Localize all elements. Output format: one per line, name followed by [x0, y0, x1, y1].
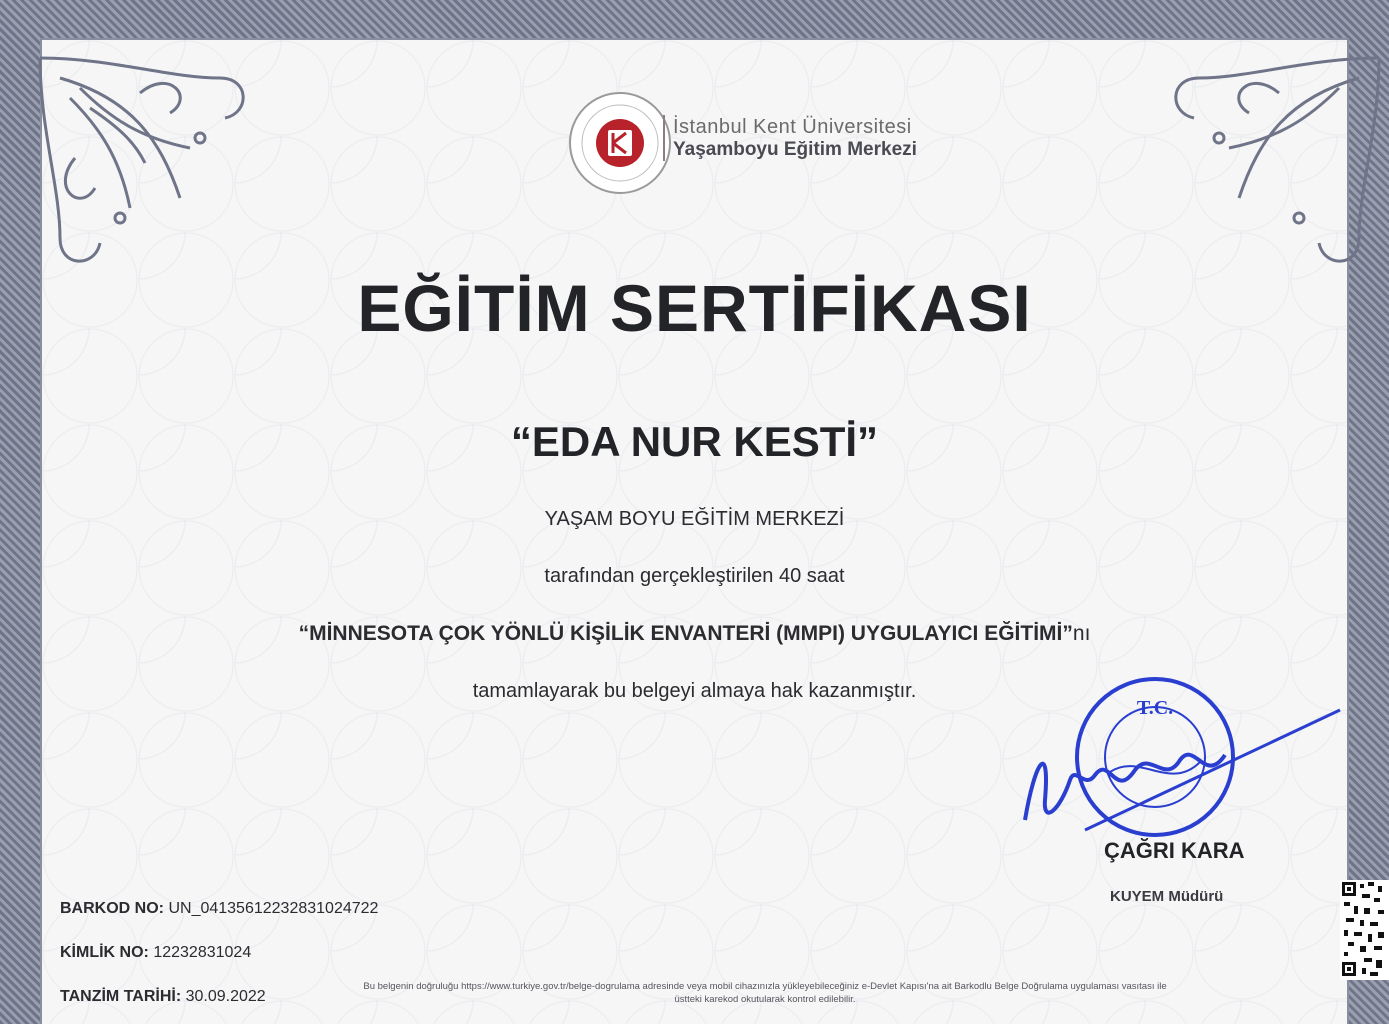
barcode-value: UN_04135612232831024722 [168, 900, 379, 917]
signatory-title: KUYEM Müdürü [1110, 888, 1224, 905]
id-row [60, 944, 251, 962]
completion-statement: tamamlayarak bu belgeyi almaya hak kazanmıştır. [472, 680, 917, 702]
training-hours: tarafından gerçekleştirilen 40 saat [544, 565, 845, 587]
course-name: “MİNNESOTA ÇOK YÖNLÜ KİŞİLİK ENVANTERİ (MMPI) UYGULAYICI EĞİTİMİ” [298, 622, 1073, 645]
recipient-name: “EDA NUR KESTİ” [510, 418, 879, 465]
verification-note: Bu belgenin doğruluğu https://www.turkiye.gov.tr/belge-dogrulama adresinde veya mobil cihazınızla yükleyebileceğiniz e-Devlet Kapısı'na ait Barkodlu Belge Doğrulama uygulaması vasıtası ile üstteki karekod okutularak kontrol edilebilir. [363, 981, 1167, 1005]
barcode-row [60, 900, 378, 918]
date-row [60, 988, 266, 1006]
corner-ornament-right [1169, 38, 1389, 278]
date-value: 30.09.2022 [185, 988, 266, 1005]
signatory-name: ÇAĞRI KARA [1104, 838, 1245, 863]
id-value: 12232831024 [153, 944, 252, 961]
course-suffix: nı [1072, 622, 1091, 645]
date-label: TANZİM TARİHİ: [60, 988, 182, 1005]
institution-name [663, 115, 917, 161]
center-name: Yaşamboyu Eğitim Merkezi [673, 139, 917, 160]
signature [1015, 700, 1345, 840]
barcode-label: BARKOD NO: [60, 900, 164, 917]
svg-text:T.C.: T.C. [1136, 697, 1174, 719]
university-name: İstanbul Kent Üniversitesi [673, 116, 912, 138]
id-label: KİMLİK NO: [60, 944, 149, 961]
issuing-center: YAŞAM BOYU EĞİTİM MERKEZİ [544, 508, 845, 530]
certificate-title: EĞİTİM SERTİFİKASI [357, 271, 1032, 345]
university-seal-logo [565, 88, 675, 198]
corner-ornament-left [20, 38, 250, 278]
course-title [0, 622, 1389, 646]
qr-code[interactable] [1340, 880, 1389, 980]
